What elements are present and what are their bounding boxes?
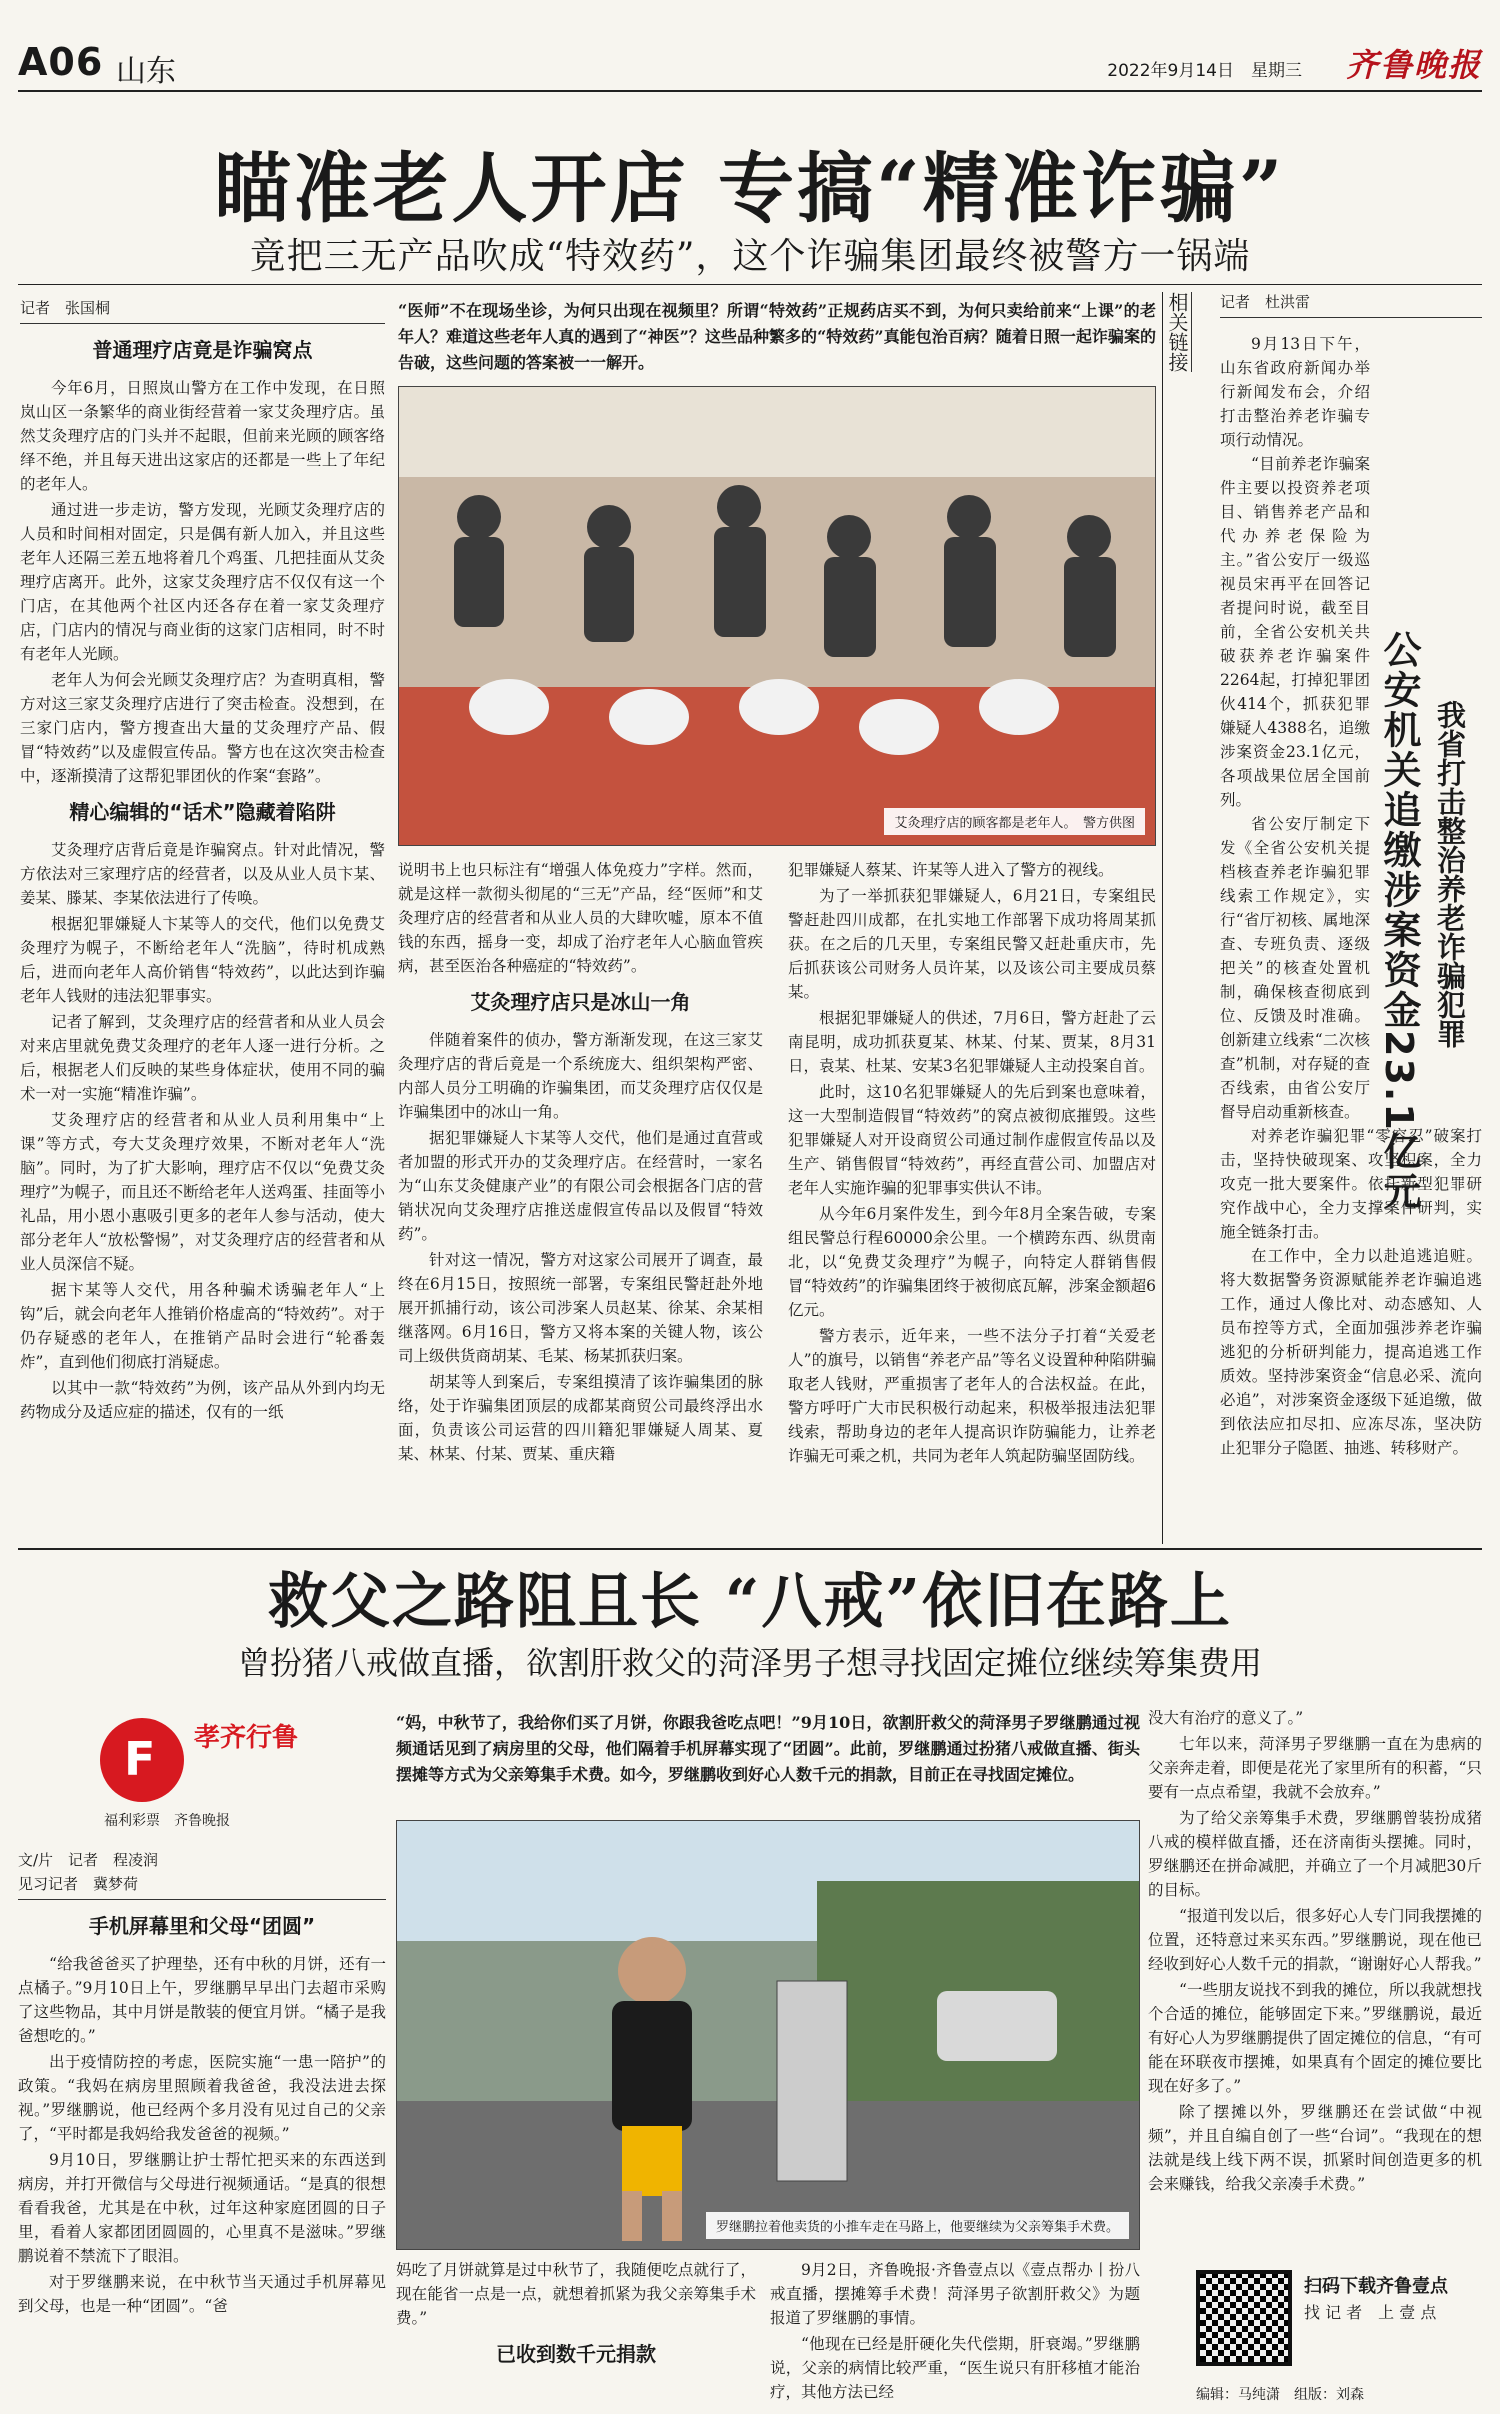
- story2-column-2: [396, 2258, 756, 2408]
- paragraph: 妈吃了月饼就算是过中秋节了，我随便吃点就行了，现在能省一点是一点，就想着抓紧为我父亲筹集手术费。”: [396, 2261, 756, 2327]
- story1-subhead-2: 精心编辑的“话术”隐藏着陷阱: [69, 800, 336, 824]
- paragraph: “目前养老诈骗案件主要以投资养老项目、销售养老产品和代办养老保险为主。”省公安厅一级巡视员宋再平在回答记者提问时说，截至目前，全省公安机关共破获养老诈骗案件2264起，打掉犯罪团伙414个，抓获犯罪嫌疑人4388名，追缴涉案资金23.1亿元，各项战果位居全国前列。: [1220, 455, 1370, 809]
- paragraph: “他现在已经是肝硬化失代偿期，肝衰竭。”罗继鹏说，父亲的病情比较严重，“医生说只有肝移植才能治疗，其他方法已经: [770, 2335, 1140, 2401]
- story2-photo: [396, 1820, 1140, 2250]
- related-headline: 公安机关追缴涉案资金23.1亿元: [1377, 630, 1421, 1212]
- paragraph: “报道刊发以后，很多好心人专门同我摆摊的位置，还特意过来买东西。”罗继鹏说，现在他已经收到好心人数千元的捐款，“谢谢好心人帮我。”: [1148, 1907, 1482, 1973]
- paragraph: 说明书上也只标注有“增强人体免疫力”字样。然而，就是这样一款彻头彻尾的“三无”产品，经“医师”和艾灸理疗店的经营者和从业人员的大肆吹嘘，原本不值钱的东西，摇身一变，却成了治疗老年人心脑血管疾病，甚至医治各种癌症的“特效药”。: [398, 861, 763, 975]
- paragraph: 从今年6月案件发生，到今年8月全案告破，专案组民警总行程60000余公里。一个横跨东西、纵贯南北，以“免费艾灸理疗”为幌子，向特定人群销售假冒“特效药”的诈骗集团终于被彻底瓦解，涉案金额超6亿元。: [788, 1205, 1156, 1319]
- section-divider: [18, 1548, 1482, 1550]
- paragraph: 警方表示，近年来，一些不法分子打着“关爱老人”的旗号，以销售“养老产品”等名义设置种种陷阱骗取老人钱财，严重损害了老年人的合法权益。在此，警方呼吁广大市民积极行动起来，积极举报违法犯罪线索，帮助身边的老年人提高识诈防骗能力，让养老诈骗无可乘之机，共同为老年人筑起防骗坚固防线。: [788, 1327, 1156, 1465]
- charity-logo: [100, 1718, 360, 1838]
- photo-illustration: [397, 1821, 1140, 2250]
- qr-code-icon[interactable]: [1196, 2270, 1292, 2366]
- paragraph: 没大有治疗的意义了。”: [1148, 1709, 1304, 1727]
- story2-lead: “妈，中秋节了，我给你们买了月饼，你跟我爸吃点吧！”9月10日，欲割肝救父的菏泽男子罗继鹏通过视频通话见到了病房里的父母，他们隔着手机屏幕实现了“团圆”。此前，罗继鹏通过扮猪八戒做直播、街头摆摊等方式为父亲筹集手术费。如今，罗继鹏收到好心人数千元的捐款，目前正在寻找固定摊位。: [396, 1713, 1140, 1784]
- paragraph: 胡某等人到案后，专案组摸清了该诈骗集团的脉络，处于诈骗集团顶层的成都某商贸公司最终浮出水面，负责该公司运营的四川籍犯罪嫌疑人周某、夏某、林某、付某、贾某、重庆籍: [398, 1373, 763, 1463]
- story1-column-2: [398, 858, 763, 1548]
- paragraph: 根据犯罪嫌疑人的供述，7月6日，警方赶赴了云南昆明，成功抓获夏某、林某、付某、贾某，8月31日，袁某、杜某、安某3名犯罪嫌疑人主动投案自首。: [788, 1009, 1156, 1075]
- paragraph: 省公安厅制定下发《全省公安机关提档核查养老诈骗犯罪线索工作规定》，实行“省厅初核、属地深查、专班负责、逐级把关”的核查处置机制，确保核查彻底到位、反馈及时准确。创新建立线索“二次核查”机制，对存疑的查否线索，由省公安厅督导启动重新核查。: [1220, 815, 1370, 1121]
- paragraph: 七年以来，菏泽男子罗继鹏一直在为患病的父亲奔走着，即便是花光了家里所有的积蓄，“只要有一点点希望，我就不会放弃。”: [1148, 1735, 1482, 1801]
- photo-illustration: [399, 387, 1156, 846]
- story2-column-1: [18, 1848, 386, 2408]
- paragraph: 根据犯罪嫌疑人卞某等人的交代，他们以免费艾灸理疗为幌子，不断给老年人“洗脑”，待时机成熟后，进而向老年人高价销售“特效药”，以此达到诈骗老年人钱财的违法犯罪事实。: [20, 915, 385, 1005]
- story2-byline-2: 见习记者 冀梦荷: [18, 1872, 386, 1900]
- page-number: A06: [18, 40, 104, 84]
- paragraph: 以其中一款“特效药”为例，该产品从外到内均无药物成分及适应症的描述，仅有的一纸: [20, 1379, 385, 1421]
- page-header: [18, 34, 1482, 92]
- qr-line-2: 找 记 者 上 壹 点: [1304, 2303, 1437, 2322]
- paragraph: 9月10日，罗继鹏让护士帮忙把买来的东西送到病房，并打开微信与父母进行视频通话。“是真的很想看看我爸，尤其是在中秋，过年这种家庭团圆的日子里，看着人家都团团圆圆的，心里真不是滋味。”罗继鹏说着不禁流下了眼泪。: [18, 2151, 386, 2265]
- editor-credits: 编辑：马纯潇 组版：刘森: [1196, 2387, 1364, 2403]
- paragraph: 9月13日下午，山东省政府新闻办举行新闻发布会，介绍打击整治养老诈骗专项行动情况。: [1220, 335, 1370, 449]
- logo-footer: 福利彩票 齐鲁晚报: [104, 1813, 230, 1829]
- story1-subhead-3: 艾灸理疗店只是冰山一角: [470, 990, 691, 1014]
- newspaper-brand: 齐鲁晚报: [1345, 46, 1482, 84]
- qr-line-1: 扫码下载齐鲁壹点: [1304, 2276, 1448, 2297]
- paragraph: “给我爸爸买了护理垫，还有中秋的月饼，还有一点橘子。”9月10日上午，罗继鹏早早出门去超市采购了这些物品，其中月饼是散装的便宜月饼。“橘子是我爸想吃的。”: [18, 1955, 386, 2045]
- paragraph: 在工作中，全力以赴追逃追赃。将大数据警务资源赋能养老诈骗追逃工作，通过人像比对、动态感知、人员布控等方式，全面加强涉养老诈骗逃犯的分析研判能力，提高追逃工作质效。坚持涉案资金“信息必采、流向必追”，对涉案资金逐级下延追缴，做到依法应扣尽扣、应冻尽冻，坚决防止犯罪分子隐匿、抽逃、转移财产。: [1220, 1247, 1482, 1457]
- paragraph: 此时，这10名犯罪嫌疑人的先后到案也意味着，这一大型制造假冒“特效药”的窝点被彻底摧毁。这些犯罪嫌疑人对开设商贸公司通过制作虚假宣传品以及生产、销售假冒“特效药”，再经直营公司、加盟店对老年人实施诈骗的犯罪事实供认不讳。: [788, 1083, 1156, 1197]
- paragraph: 出于疫情防控的考虑，医院实施“一患一陪护”的政策。“我妈在病房里照顾着我爸爸，我没法进去探视。”罗继鹏说，他已经两个多月没有见过自己的父亲了，“平时都是我妈给我发爸爸的视频。”: [18, 2053, 386, 2143]
- story2-photo-caption: 罗继鹏拉着他卖货的小推车走在马路上，他要继续为父亲筹集手术费。: [706, 2212, 1129, 2239]
- section-name: 山东: [116, 54, 176, 89]
- story1-byline: 记者 张国桐: [20, 296, 385, 324]
- paragraph: 针对这一情况，警方对这家公司展开了调查，最终在6月15日，按照统一部署，专案组民警赶赴外地展开抓捕行动，该公司涉案人员赵某、徐某、余某相继落网。6月16日，警方又将本案的关键人物，该公司上级供货商胡某、毛某、杨某抓获归案。: [398, 1251, 763, 1365]
- story1-title: 瞄准老人开店 专搞“精准诈骗”: [214, 144, 1286, 233]
- paragraph: 犯罪嫌疑人蔡某、许某等人进入了警方的视线。: [788, 861, 1114, 879]
- paragraph: 为了一举抓获犯罪嫌疑人，6月21日，专案组民警赶赴四川成都，在扎实地工作部署下成功将周某抓获。在之后的几天里，专案组民警又赶赴重庆市，先后抓获该公司财务人员许某，以及该公司主要成员蔡某。: [788, 887, 1156, 1001]
- paragraph: 为了给父亲筹集手术费，罗继鹏曾装扮成猪八戒的模样做直播，还在济南街头摆摊。同时，罗继鹏还在拼命减肥，并确立了一个月减肥30斤的目标。: [1148, 1809, 1482, 1899]
- paragraph: 据卞某等人交代，用各种骗术诱骗老年人“上钩”后，就会向老年人推销价格虚高的“特效药”。对于仍存疑惑的老年人，在推销产品时会进行“轮番轰炸”，直到他们彻底打消疑虑。: [20, 1281, 385, 1371]
- story1-photo: [398, 386, 1156, 846]
- issue-date: 2022年9月14日 星期三: [1107, 61, 1302, 81]
- divider: [18, 284, 1482, 285]
- story2-subhead-1: 手机屏幕里和父母“团圆”: [88, 1914, 316, 1938]
- qr-caption: [1304, 2274, 1448, 2326]
- related-links-label: 相关链接: [1166, 292, 1192, 372]
- paragraph: 伴随着案件的侦办，警方渐渐发现，在这三家艾灸理疗店的背后竟是一个系统庞大、组织架构严密、内部人员分工明确的诈骗集团，而艾灸理疗店仅仅是诈骗集团中的冰山一角。: [398, 1031, 763, 1121]
- story2-column-4: [1148, 1706, 1482, 2262]
- logo-title: 孝齐行鲁: [194, 1723, 299, 1753]
- story1-column-3: [788, 858, 1156, 1548]
- story2-byline-1: 文/片 记者 程凌润: [18, 1851, 159, 1869]
- paragraph: 9月2日，齐鲁晚报·齐鲁壹点以《壹点帮办丨扮八戒直播，摆摊筹手术费！菏泽男子欲割肝救父》为题报道了罗继鹏的事情。: [770, 2261, 1140, 2327]
- story1-column-1: [20, 296, 385, 1546]
- paragraph: 艾灸理疗店背后竟是诈骗窝点。针对此情况，警方依法对三家理疗店的经营者，以及从业人员卞某、姜某、滕某、李某依法进行了传唤。: [20, 841, 385, 907]
- column-divider: [1162, 292, 1163, 1544]
- story2-title: 救父之路阻且长 “八戒”依旧在路上: [268, 1567, 1232, 1637]
- paragraph: 据犯罪嫌疑人卞某等人交代，他们是通过直营或者加盟的形式开办的艾灸理疗店。在经营时，一家名为“山东艾灸健康产业”的有限公司会根据各门店的营销状况向艾灸理疗店推送虚假宣传品以及假冒“特效药”。: [398, 1129, 763, 1243]
- related-byline: 记者 杜洪雷: [1220, 290, 1482, 318]
- lottery-logo-icon: F: [100, 1718, 184, 1802]
- paragraph: 老年人为何会光顾艾灸理疗店？为查明真相，警方对这三家艾灸理疗店进行了突击检查。没想到，在三家门店内，警方搜查出大量的艾灸理疗产品、假冒“特效药”以及虚假宣传品。警方也在这次突击检查中，逐渐摸清了这帮犯罪团伙的作案“套路”。: [20, 671, 385, 785]
- story1-subhead-1: 普通理疗店竟是诈骗窝点: [92, 338, 313, 362]
- story1-photo-caption: 艾灸理疗店的顾客都是老年人。 警方供图: [884, 808, 1145, 835]
- story2-subtitle: 曾扮猪八戒做直播，欲割肝救父的菏泽男子想寻找固定摊位继续筹集费用: [237, 1644, 1262, 1682]
- paragraph: 今年6月，日照岚山警方在工作中发现，在日照岚山区一条繁华的商业街经营着一家艾灸理疗店。虽然艾灸理疗店的门头并不起眼，但前来光顾的顾客络绎不绝，并且每天进出这家店的还都是一些上了年纪的老年人。: [20, 379, 385, 493]
- paragraph: 除了摆摊以外，罗继鹏还在尝试做“中视频”，并且自编自创了一些“台词”。“我现在的想法就是线上线下两不误，抓紧时间创造更多的机会来赚钱，给我父亲凑手术费。”: [1148, 2103, 1482, 2193]
- related-kicker: 我省打击整治养老诈骗犯罪: [1433, 700, 1467, 1048]
- paragraph: 对于罗继鹏来说，在中秋节当天通过手机屏幕见到父母，也是一种“团圆”。“爸: [18, 2273, 386, 2315]
- story1-subtitle: 竟把三无产品吹成“特效药”，这个诈骗集团最终被警方一锅端: [249, 236, 1251, 277]
- paragraph: 通过进一步走访，警方发现，光顾艾灸理疗店的人员和时间相对固定，只是偶有新人加入，并且这些老年人还隔三差五地将着几个鸡蛋、几把挂面从艾灸理疗店离开。此外，这家艾灸理疗店不仅仅有这一个门店，在其他两个社区内还各存在着一家艾灸理疗店，门店内的情况与商业街的这家门店相同，时不时有老年人光顾。: [20, 501, 385, 663]
- paragraph: 记者了解到，艾灸理疗店的经营者和从业人员会对来店里就免费艾灸理疗的老年人逐一进行分析。之后，根据老人们反映的某些身体症状，使用不同的骗术一对一实施“精准诈骗”。: [20, 1013, 385, 1103]
- paragraph: 艾灸理疗店的经营者和从业人员利用集中“上课”等方式，夸大艾灸理疗效果，不断对老年人“洗脑”。同时，为了扩大影响，理疗店不仅以“免费艾灸理疗”为幌子，而且还不断给老年人送鸡蛋、挂面等小礼品，用小恩小惠吸引更多的老年人参与活动，使大部分老年人“放松警惕”，对艾灸理疗店的经营者和从业人员深信不疑。: [20, 1111, 385, 1273]
- paragraph: “一些朋友说找不到我的摊位，所以我就想找个合适的摊位，能够固定下来。”罗继鹏说，最近有好心人为罗继鹏提供了固定摊位的信息，“有可能在环联夜市摆摊，如果真有个固定的摊位要比现在好多了。”: [1148, 1981, 1482, 2095]
- story2-subhead-2: 已收到数千元捐款: [496, 2342, 656, 2366]
- paragraph: 对养老诈骗犯罪“零容忍”破案打击，坚持快破现案、攻坚积案，全力攻克一批大要案件。依托新型犯罪研究作战中心，全力支撑案件研判，实施全链条打击。: [1220, 1127, 1482, 1241]
- story2-column-3: [770, 2258, 1140, 2408]
- story1-lead: “医师”不在现场坐诊，为何只出现在视频里？所谓“特效药”正规药店买不到，为何只卖给前来“上课”的老年人？难道这些老年人真的遇到了“神医”？这些品种繁多的“特效药”真能包治百病？随着日照一起诈骗案的告破，这些问题的答案被一一解开。: [398, 301, 1156, 372]
